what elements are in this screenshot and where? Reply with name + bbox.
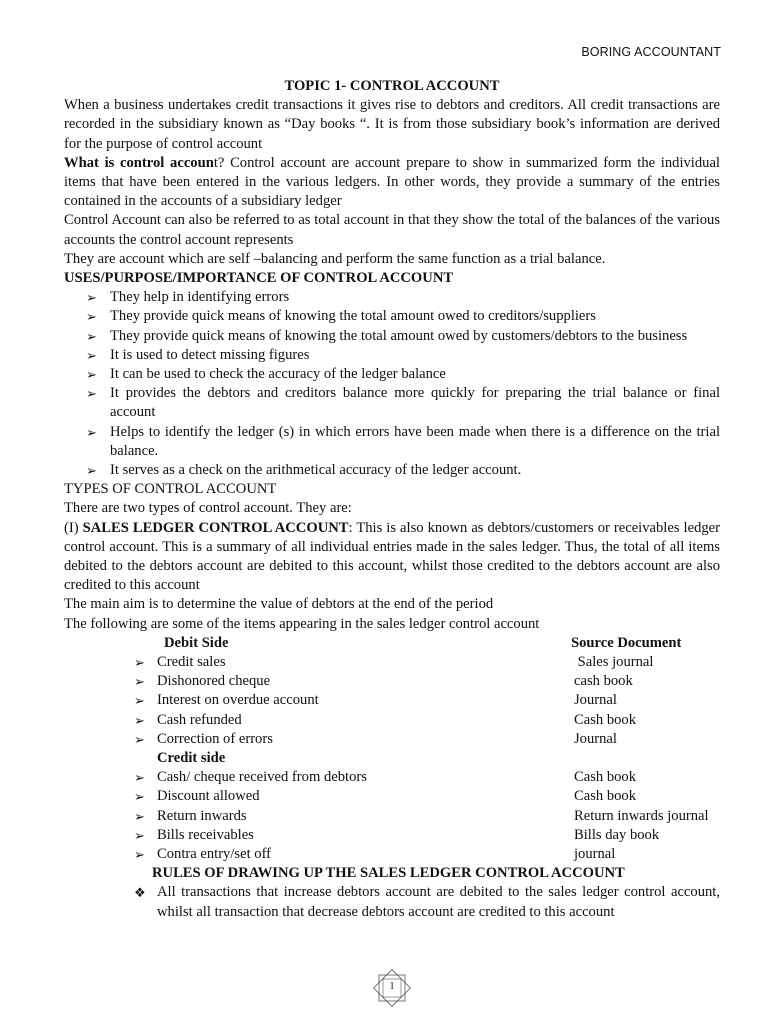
sales-ledger-paragraph: [64, 519, 720, 596]
credit-side-row: [64, 749, 720, 768]
item-cell: Interest on overdue account: [157, 692, 319, 709]
rules-list: [64, 883, 720, 921]
list-item: [64, 461, 720, 480]
list-item: [64, 327, 720, 346]
item-cell: Cash/ cheque received from debtors: [157, 769, 367, 786]
main-aim-paragraph: The main aim is to determine the value of debtors at the end of the period: [64, 596, 494, 613]
arrow-bullet-icon: ➢: [134, 731, 145, 747]
arrow-bullet-icon: ➢: [134, 789, 145, 805]
definition-paragraph: [64, 154, 720, 212]
uses-heading: USES/PURPOSE/IMPORTANCE OF CONTROL ACCOUNT: [64, 270, 454, 287]
item-cell: Contra entry/set off: [157, 845, 272, 862]
source-cell: Cash book: [574, 711, 637, 728]
page-title: TOPIC 1- CONTROL ACCOUNT: [284, 78, 500, 94]
table-header-row: [64, 634, 720, 653]
total-account-paragraph: Control Account can also be referred to as total account in that they show the total of the balances of the various accounts the control account represents: [64, 212, 720, 248]
table-row: [64, 672, 720, 691]
arrow-bullet-icon: ➢: [134, 827, 145, 843]
list-item-text: It serves as a check on the arithmetical accuracy of the ledger account.: [110, 462, 522, 479]
arrow-bullet-icon: ➢: [86, 386, 97, 402]
uses-list: [64, 288, 720, 480]
rules-heading: RULES OF DRAWING UP THE SALES LEDGER CONTROL ACCOUNT: [152, 865, 625, 882]
source-cell: journal: [574, 845, 616, 862]
arrow-bullet-icon: ➢: [134, 693, 145, 709]
arrow-bullet-icon: ➢: [134, 674, 145, 690]
credit-side-header: Credit side: [157, 750, 226, 767]
table-row: [64, 845, 720, 864]
source-cell: Sales journal: [574, 654, 654, 671]
list-item: [64, 346, 720, 365]
arrow-bullet-icon: ➢: [86, 309, 97, 325]
arrow-bullet-icon: ➢: [86, 424, 97, 440]
arrow-bullet-icon: ➢: [134, 770, 145, 786]
item-cell: Return inwards: [157, 807, 247, 824]
list-item: [64, 423, 720, 461]
list-item-text: They provide quick means of knowing the total amount owed by customers/debtors to the business: [110, 327, 688, 344]
arrow-bullet-icon: ➢: [86, 328, 97, 344]
table-row: [64, 826, 720, 845]
document-body: [64, 77, 720, 922]
source-cell: Cash book: [574, 788, 637, 805]
item-cell: Correction of errors: [157, 730, 273, 747]
following-paragraph: The following are some of the items appearing in the sales ledger control account: [64, 615, 540, 632]
sales-ledger-prefix: (I): [64, 519, 83, 536]
arrow-bullet-icon: ➢: [86, 463, 97, 479]
arrow-bullet-icon: ➢: [134, 808, 145, 824]
table-row: [64, 787, 720, 806]
list-item: [64, 365, 720, 384]
arrow-bullet-icon: ➢: [86, 367, 97, 383]
sales-ledger-text: : This is also known as debtors/customers or receivables ledger control account. This is a summary of all individual entries made in the sales ledger. Thus, the total of all items debited to the debtors account are debited to this account, whilst those credited to the debtors account are also credited to this account: [64, 519, 721, 594]
source-cell: cash book: [574, 673, 633, 690]
table-row: [64, 711, 720, 730]
table-row: [64, 807, 720, 826]
diamond-bullet-icon: ❖: [134, 885, 146, 901]
types-intro: There are two types of control account. They are:: [64, 500, 352, 517]
list-item: [64, 384, 720, 422]
list-item-text: All transactions that increase debtors account are debited to the sales ledger control account, whilst all transaction that decrease debtors account are credited to this account: [157, 884, 720, 920]
source-cell: Bills day book: [574, 826, 660, 843]
sales-ledger-items-table: [64, 634, 720, 864]
self-balancing-paragraph: They are account which are self –balancing and perform the same function as a trial balance.: [64, 250, 606, 267]
source-cell: Cash book: [574, 769, 637, 786]
list-item: [64, 288, 720, 307]
table-row: [64, 653, 720, 672]
arrow-bullet-icon: ➢: [134, 655, 145, 671]
list-item-text: It is used to detect missing figures: [110, 346, 310, 363]
list-item-text: It provides the debtors and creditors balance more quickly for preparing the trial balance or final account: [110, 385, 720, 421]
table-row: [64, 730, 720, 749]
item-cell: Cash refunded: [157, 711, 242, 728]
item-cell: Dishonored cheque: [157, 673, 271, 690]
arrow-bullet-icon: ➢: [86, 290, 97, 306]
page-number-badge: [371, 967, 413, 1009]
table-row: [64, 691, 720, 710]
item-cell: Credit sales: [157, 654, 226, 671]
item-cell: Discount allowed: [157, 788, 260, 805]
definition-text: t? Control account are account prepare to show in summarized form the individual items that have been entered in the various ledgers. In other words, they provide a summary of the entries contained in the accounts of a subsidiary ledger: [64, 154, 720, 210]
arrow-bullet-icon: ➢: [134, 712, 145, 728]
list-item: [64, 883, 720, 921]
arrow-bullet-icon: ➢: [134, 846, 145, 862]
arrow-bullet-icon: ➢: [86, 347, 97, 363]
sales-ledger-label: SALES LEDGER CONTROL ACCOUNT: [82, 519, 349, 536]
source-cell: Journal: [574, 730, 617, 747]
page-header: BORING ACCOUNTANT: [581, 45, 721, 59]
source-cell: Journal: [574, 692, 617, 709]
source-cell: Return inwards journal: [574, 807, 709, 824]
intro-paragraph: When a business undertakes credit transactions it gives rise to debtors and creditors. All credit transactions are recorded in the subsidiary known as “Day books “. It is from those subsidiary book’s information are derived for the purpose of control account: [64, 97, 720, 152]
list-item-text: It can be used to check the accuracy of the ledger balance: [110, 366, 446, 383]
list-item-text: Helps to identify the ledger (s) in which errors have been made when there is a difference on the trial balance.: [110, 423, 720, 459]
page-number: 1: [389, 981, 395, 992]
list-item-text: They provide quick means of knowing the total amount owed to creditors/suppliers: [110, 308, 596, 325]
debit-side-header: Debit Side: [164, 634, 229, 651]
list-item-text: They help in identifying errors: [110, 289, 290, 306]
list-item: [64, 307, 720, 326]
types-heading: TYPES OF CONTROL ACCOUNT: [64, 481, 277, 498]
source-document-header: Source Document: [571, 634, 682, 651]
table-row: [64, 768, 720, 787]
definition-label: What is control accoun: [64, 154, 214, 171]
item-cell: Bills receivables: [157, 826, 254, 843]
